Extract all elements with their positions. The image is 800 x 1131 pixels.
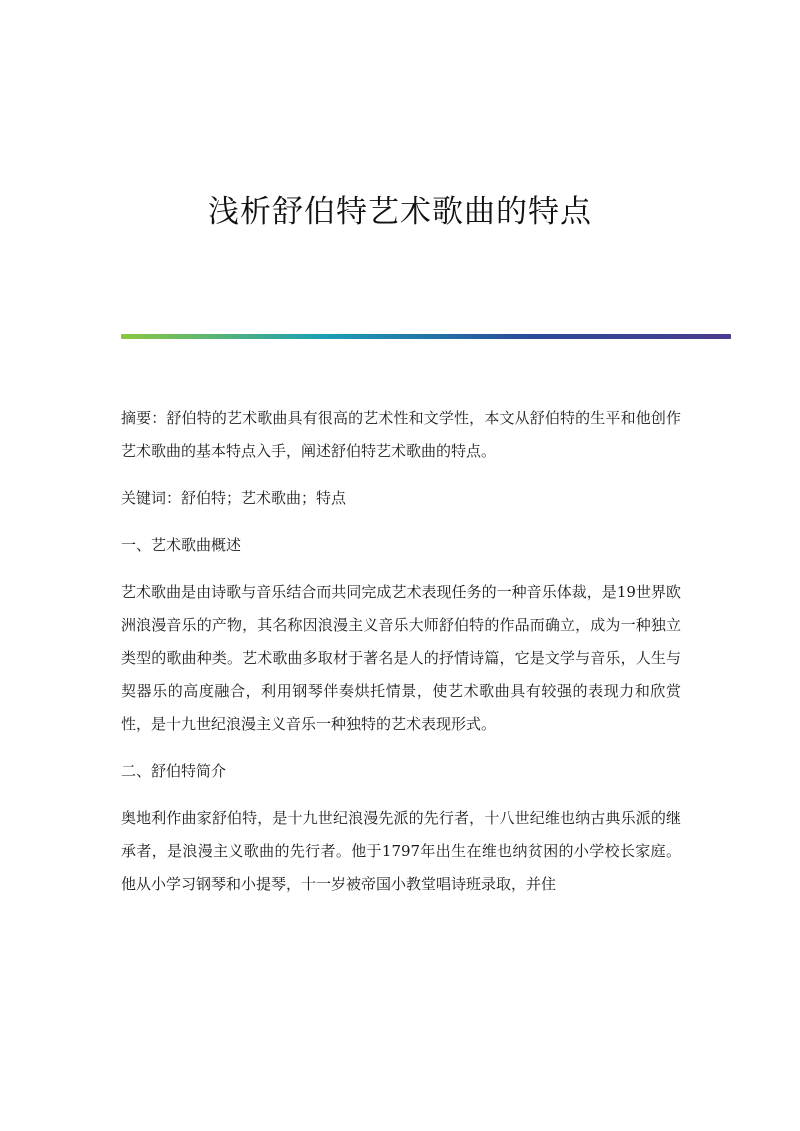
document-body <box>121 402 681 915</box>
keywords-paragraph: 关键词：舒伯特；艺术歌曲；特点 <box>121 489 347 507</box>
section-heading-2: 二、舒伯特简介 <box>121 762 227 780</box>
title-divider-line <box>121 334 731 339</box>
abstract-paragraph: 摘要：舒伯特的艺术歌曲具有很高的艺术性和文学性，本文从舒伯特的生平和他创作艺术歌曲的基本特点入手，阐述舒伯特艺术歌曲的特点。 <box>121 409 681 460</box>
section-heading-1: 一、艺术歌曲概述 <box>121 536 242 554</box>
document-title: 浅析舒伯特艺术歌曲的特点 <box>208 194 592 230</box>
body-paragraph-1: 艺术歌曲是由诗歌与音乐结合而共同完成艺术表现任务的一种音乐体裁，是19世界欧洲浪漫音乐的产物，其名称因浪漫主义音乐大师舒伯特的作品而确立，成为一种独立类型的歌曲种类。艺术歌曲多取材于著名是人的抒情诗篇，它是文学与音乐，人生与契器乐的高度融合，利用钢琴伴奏烘托情景，使艺术歌曲具有较强的表现力和欣赏性，是十九世纪浪漫主义音乐一种独特的艺术表现形式。 <box>121 583 681 733</box>
body-paragraph-2: 奥地利作曲家舒伯特，是十九世纪浪漫先派的先行者，十八世纪维也纳古典乐派的继承者，是浪漫主义歌曲的先行者。他于1797年出生在维也纳贫困的小学校长家庭。他从小学习钢琴和小提琴，十一岁被帝国小教堂唱诗班录取，并住 <box>121 809 681 893</box>
